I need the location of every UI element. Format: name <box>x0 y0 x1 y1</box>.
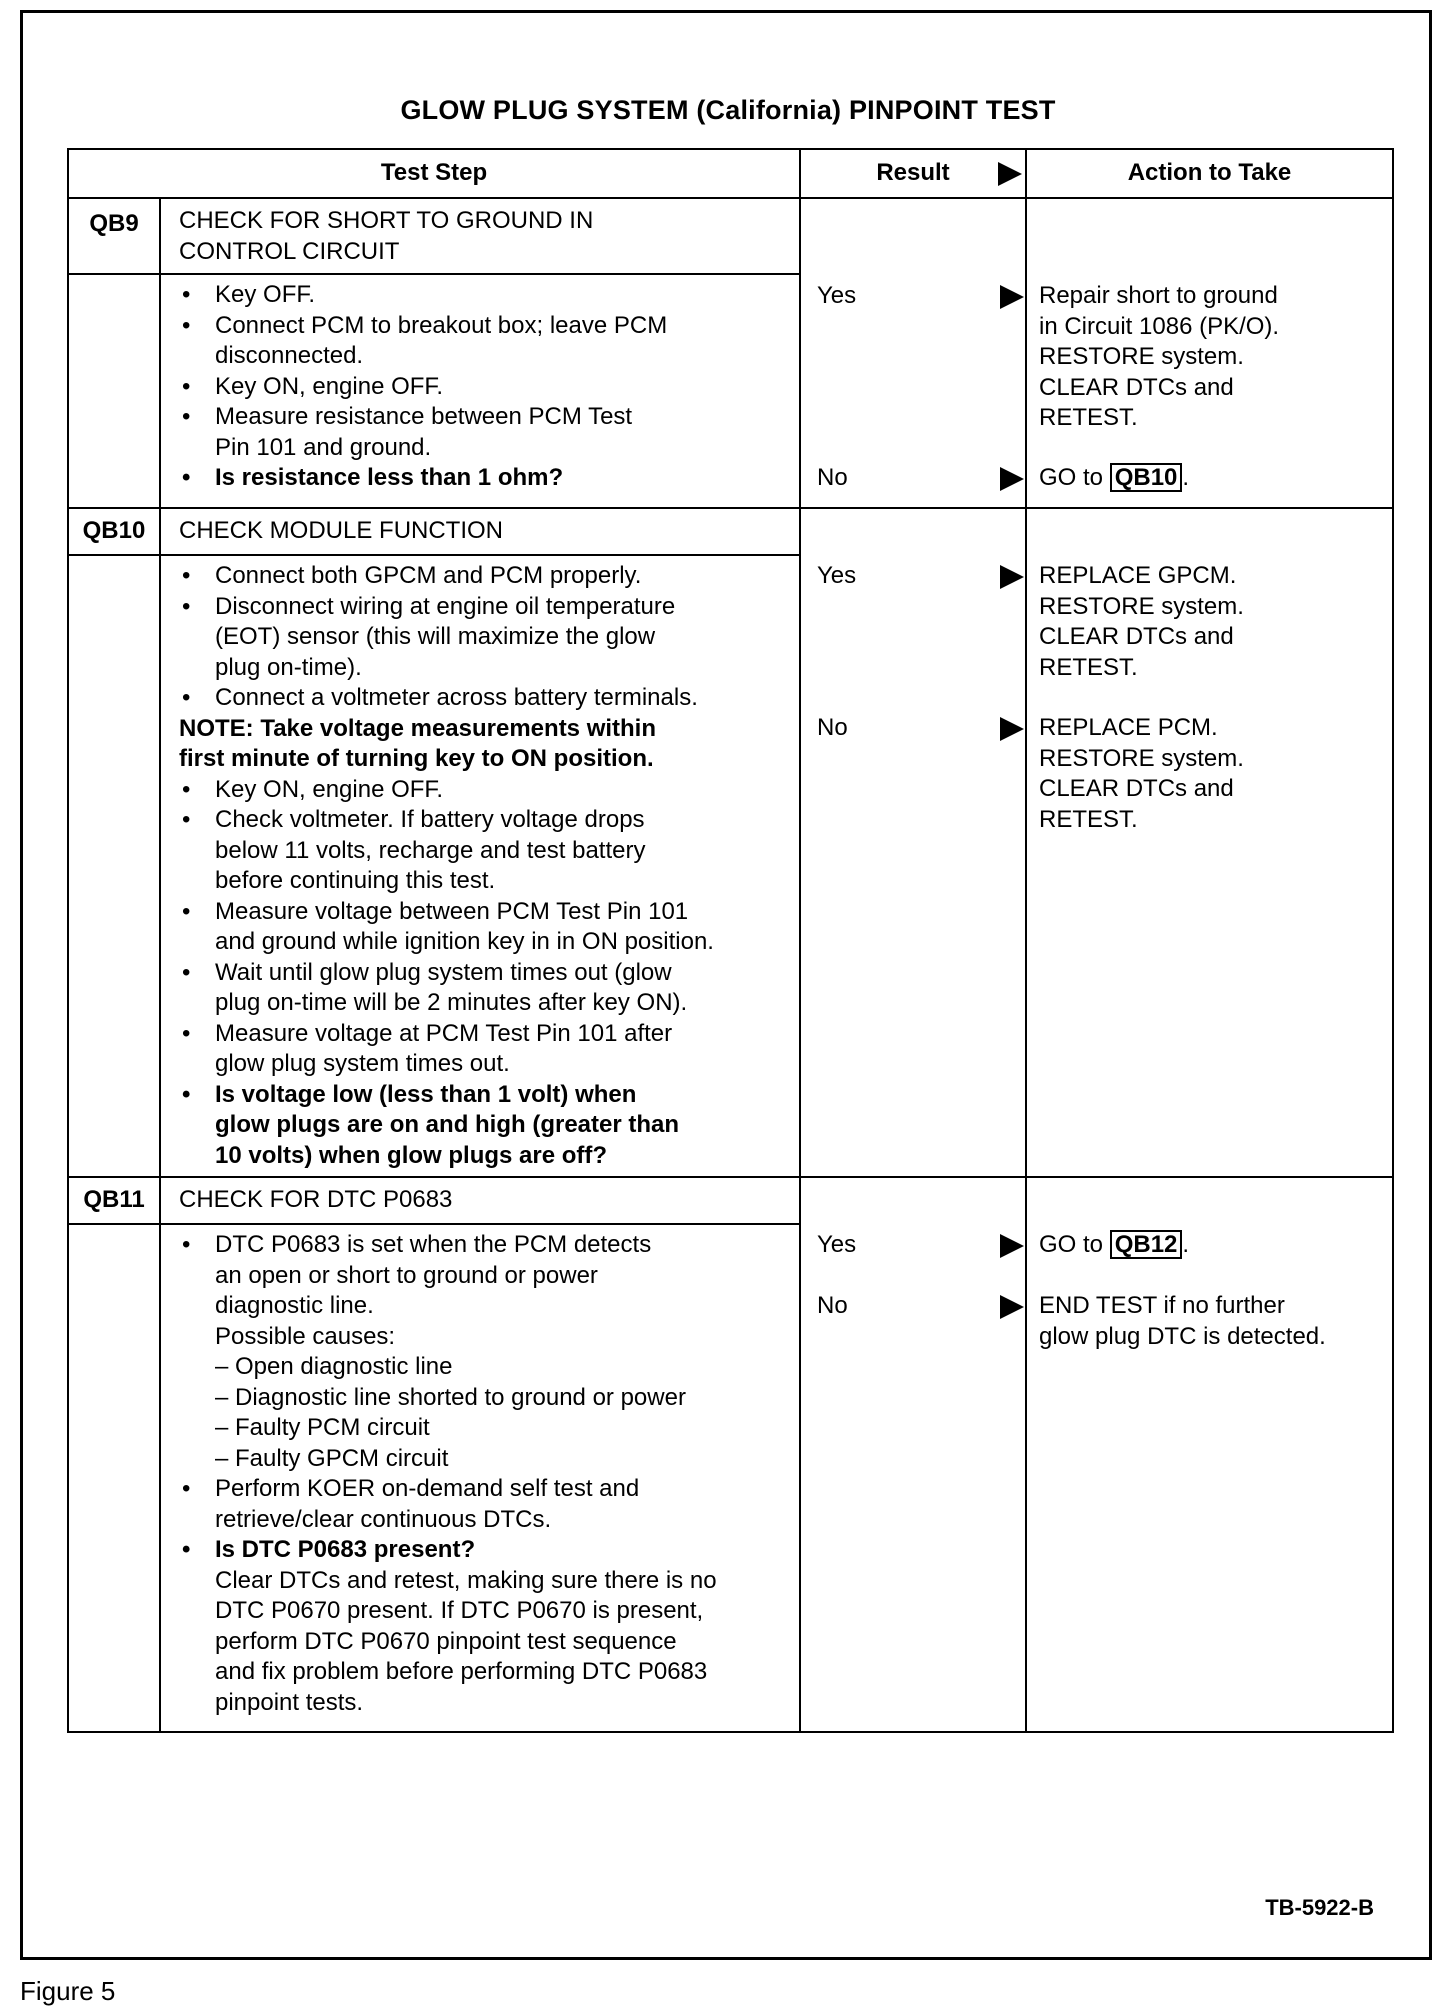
qb10-reference-link[interactable]: QB10 <box>1110 463 1183 492</box>
qb9-yes-action-line: CLEAR DTCs and <box>1039 373 1234 401</box>
qb11-step-number: QB11 <box>68 1177 160 1224</box>
qb9-yes-action-line: in Circuit 1086 (PK/O). <box>1039 312 1280 340</box>
qb9-step-title <box>160 198 800 274</box>
qb11-number-spacer <box>68 1224 160 1732</box>
bullet-icon: • <box>182 372 191 400</box>
step-question: Is voltage low (less than 1 volt) when <box>215 1080 637 1108</box>
qb9-number-spacer <box>68 274 160 508</box>
page-title: GLOW PLUG SYSTEM (California) PINPOINT TEST <box>400 95 1056 125</box>
list-item <box>179 1535 781 1718</box>
qb9-result-yes: Yes <box>817 282 857 309</box>
header-result <box>800 149 1026 198</box>
table-header-row <box>68 149 1393 198</box>
qb10-yes-action-line: RESTORE system. <box>1039 592 1244 620</box>
step-text: Key ON, engine OFF. <box>215 372 444 400</box>
qb9-yes-action-line: Repair short to ground <box>1039 282 1278 309</box>
qb10-no-action-line: REPLACE PCM. <box>1039 714 1218 741</box>
bullet-icon: • <box>182 958 191 986</box>
right-arrow-icon <box>999 1233 1025 1259</box>
list-item <box>179 311 781 372</box>
qb10-step-title: CHECK MODULE FUNCTION <box>160 508 800 555</box>
list-item <box>179 592 781 684</box>
header-action: Action to Take <box>1026 149 1393 198</box>
step-text: Measure resistance between PCM Test <box>215 403 633 430</box>
step-text: below 11 volts, recharge and test battery <box>215 836 646 864</box>
qb9-yes-action <box>1039 281 1386 434</box>
qb11-step-title: CHECK FOR DTC P0683 <box>160 1177 800 1224</box>
qb11-yes-action-prefix: GO to <box>1039 1231 1104 1258</box>
bullet-icon: • <box>182 1231 191 1258</box>
step-question: Is DTC P0683 present? <box>215 1536 476 1563</box>
list-item <box>179 402 781 463</box>
step-question: 10 volts) when glow plugs are off? <box>215 1141 608 1169</box>
list-item <box>179 775 781 806</box>
step-text: – Faulty GPCM circuit <box>215 1444 449 1472</box>
bullet-icon: • <box>182 311 191 339</box>
qb11-result-no: No <box>817 1292 848 1319</box>
step-text: an open or short to ground or power <box>215 1261 598 1289</box>
right-arrow-icon <box>997 161 1023 187</box>
bullet-icon: • <box>182 1536 191 1563</box>
note-text: NOTE: Take voltage measurements within <box>179 714 657 742</box>
bullet-icon: • <box>182 1019 191 1047</box>
qb10-result-no: No <box>817 714 848 741</box>
header-result-label: Result <box>876 159 950 187</box>
qb11-title-row <box>68 1177 1393 1224</box>
step-text: – Faulty PCM circuit <box>215 1414 430 1441</box>
step-text: retrieve/clear continuous DTCs. <box>215 1505 552 1533</box>
list-item <box>179 958 781 1019</box>
note-text: first minute of turning key to ON position. <box>179 745 654 772</box>
list-item <box>179 897 781 958</box>
qb11-result-cell <box>800 1177 1026 1732</box>
bullet-icon: • <box>182 806 191 833</box>
pinpoint-test-table <box>67 148 1394 1733</box>
qb11-steps <box>160 1224 800 1732</box>
list-item <box>179 683 781 714</box>
qb10-number-spacer <box>68 555 160 1177</box>
step-text: Connect a voltmeter across battery terminals. <box>215 684 698 711</box>
step-text: and fix problem before performing DTC P0683 <box>215 1658 708 1685</box>
step-text: Clear DTCs and retest, making sure there is no <box>215 1566 717 1594</box>
header-test-step: Test Step <box>68 149 800 198</box>
qb10-yes-action-line: REPLACE GPCM. <box>1039 562 1237 589</box>
qb10-step-number: QB10 <box>68 508 160 555</box>
bullet-icon: • <box>182 281 191 308</box>
step-text: Key OFF. <box>215 281 316 308</box>
right-arrow-icon <box>999 1294 1025 1320</box>
qb10-no-action-line: CLEAR DTCs and <box>1039 775 1234 802</box>
qb10-title-row <box>68 508 1393 555</box>
list-item <box>179 372 781 403</box>
qb9-step-number: QB9 <box>68 198 160 274</box>
bullet-icon: • <box>182 684 191 711</box>
step-text: disconnected. <box>215 342 364 369</box>
qb12-reference-link[interactable]: QB12 <box>1110 1230 1183 1259</box>
qb10-note <box>179 714 781 775</box>
bullet-icon: • <box>182 1475 191 1502</box>
step-text: before continuing this test. <box>215 867 496 894</box>
qb11-yes-action <box>1039 1230 1386 1261</box>
bullet-icon: • <box>182 775 191 803</box>
step-text: Measure voltage between PCM Test Pin 101 <box>215 897 689 925</box>
document-code: TB-5922-B <box>1265 1895 1374 1920</box>
list-item <box>179 1080 781 1172</box>
qb10-result-cell <box>800 508 1026 1177</box>
step-question: glow plugs are on and high (greater than <box>215 1111 680 1138</box>
qb9-yes-action-line: RESTORE system. <box>1039 343 1244 370</box>
step-text: Pin 101 and ground. <box>215 433 432 461</box>
step-text: – Diagnostic line shorted to ground or power <box>215 1383 686 1411</box>
right-arrow-icon <box>999 466 1025 492</box>
right-arrow-icon <box>999 716 1025 742</box>
step-text: and ground while ignition key in in ON position. <box>215 928 714 955</box>
qb9-result-cell <box>800 198 1026 508</box>
list-item <box>179 463 781 494</box>
qb9-title-line-2: CONTROL CIRCUIT <box>179 237 400 265</box>
qb10-yes-action-line: CLEAR DTCs and <box>1039 623 1234 650</box>
qb10-yes-action-line: RETEST. <box>1039 653 1138 681</box>
step-text: pinpoint tests. <box>215 1688 364 1716</box>
qb10-no-action <box>1039 713 1386 835</box>
step-text: Connect PCM to breakout box; leave PCM <box>215 311 668 339</box>
qb10-steps <box>160 555 800 1177</box>
figure-caption: Figure 5 <box>20 1976 116 2006</box>
bullet-icon: • <box>182 562 191 589</box>
qb10-no-action-line: RETEST. <box>1039 805 1138 833</box>
step-text: Disconnect wiring at engine oil temperature <box>215 592 676 620</box>
list-item <box>179 1230 781 1474</box>
qb10-action-cell <box>1026 508 1393 1177</box>
step-text: Wait until glow plug system times out (glow <box>215 958 672 986</box>
step-text: Key ON, engine OFF. <box>215 775 444 803</box>
step-question: Is resistance less than 1 ohm? <box>215 464 564 491</box>
step-text: Possible causes: <box>215 1322 396 1350</box>
qb9-steps <box>160 274 800 508</box>
bullet-icon: • <box>182 592 191 620</box>
list-item <box>179 805 781 897</box>
step-text: DTC P0670 present. If DTC P0670 is present, <box>215 1597 704 1624</box>
qb10-result-yes: Yes <box>817 562 857 589</box>
right-arrow-icon <box>999 564 1025 590</box>
qb11-yes-action-suffix: . <box>1182 1231 1190 1258</box>
qb9-no-action-suffix: . <box>1182 464 1190 491</box>
bullet-icon: • <box>182 897 191 925</box>
step-text: DTC P0683 is set when the PCM detects <box>215 1231 652 1258</box>
step-text: Check voltmeter. If battery voltage drops <box>215 806 645 833</box>
qb11-result-yes: Yes <box>817 1231 857 1258</box>
qb11-action-cell <box>1026 1177 1393 1732</box>
step-text: (EOT) sensor (this will maximize the glow <box>215 623 656 650</box>
qb10-no-action-line: RESTORE system. <box>1039 744 1244 772</box>
step-text: plug on-time will be 2 minutes after key ON). <box>215 989 688 1016</box>
step-text: glow plug system times out. <box>215 1050 510 1077</box>
qb9-title-line-1: CHECK FOR SHORT TO GROUND IN <box>179 207 594 234</box>
step-text: – Open diagnostic line <box>215 1353 453 1380</box>
step-text: plug on-time). <box>215 653 362 681</box>
step-text: Connect both GPCM and PCM properly. <box>215 562 642 589</box>
step-text: Perform KOER on-demand self test and <box>215 1475 640 1502</box>
qb9-action-cell <box>1026 198 1393 508</box>
right-arrow-icon <box>999 284 1025 310</box>
list-item <box>179 1019 781 1080</box>
qb11-no-action-line: glow plug DTC is detected. <box>1039 1322 1326 1350</box>
qb10-yes-action <box>1039 561 1386 683</box>
qb9-no-action-prefix: GO to <box>1039 464 1104 491</box>
list-item <box>179 280 781 311</box>
step-text: Measure voltage at PCM Test Pin 101 after <box>215 1019 673 1047</box>
step-text: diagnostic line. <box>215 1292 374 1319</box>
list-item <box>179 561 781 592</box>
qb9-title-row <box>68 198 1393 274</box>
bullet-icon: • <box>182 1080 191 1108</box>
bullet-icon: • <box>182 464 191 491</box>
qb9-result-no: No <box>817 464 848 491</box>
step-text: perform DTC P0670 pinpoint test sequence <box>215 1627 677 1655</box>
qb11-no-action-line: END TEST if no further <box>1039 1292 1285 1319</box>
list-item <box>179 1474 781 1535</box>
qb9-no-action <box>1039 463 1386 494</box>
qb11-no-action <box>1039 1291 1386 1352</box>
qb9-yes-action-line: RETEST. <box>1039 404 1138 431</box>
bullet-icon: • <box>182 403 191 430</box>
